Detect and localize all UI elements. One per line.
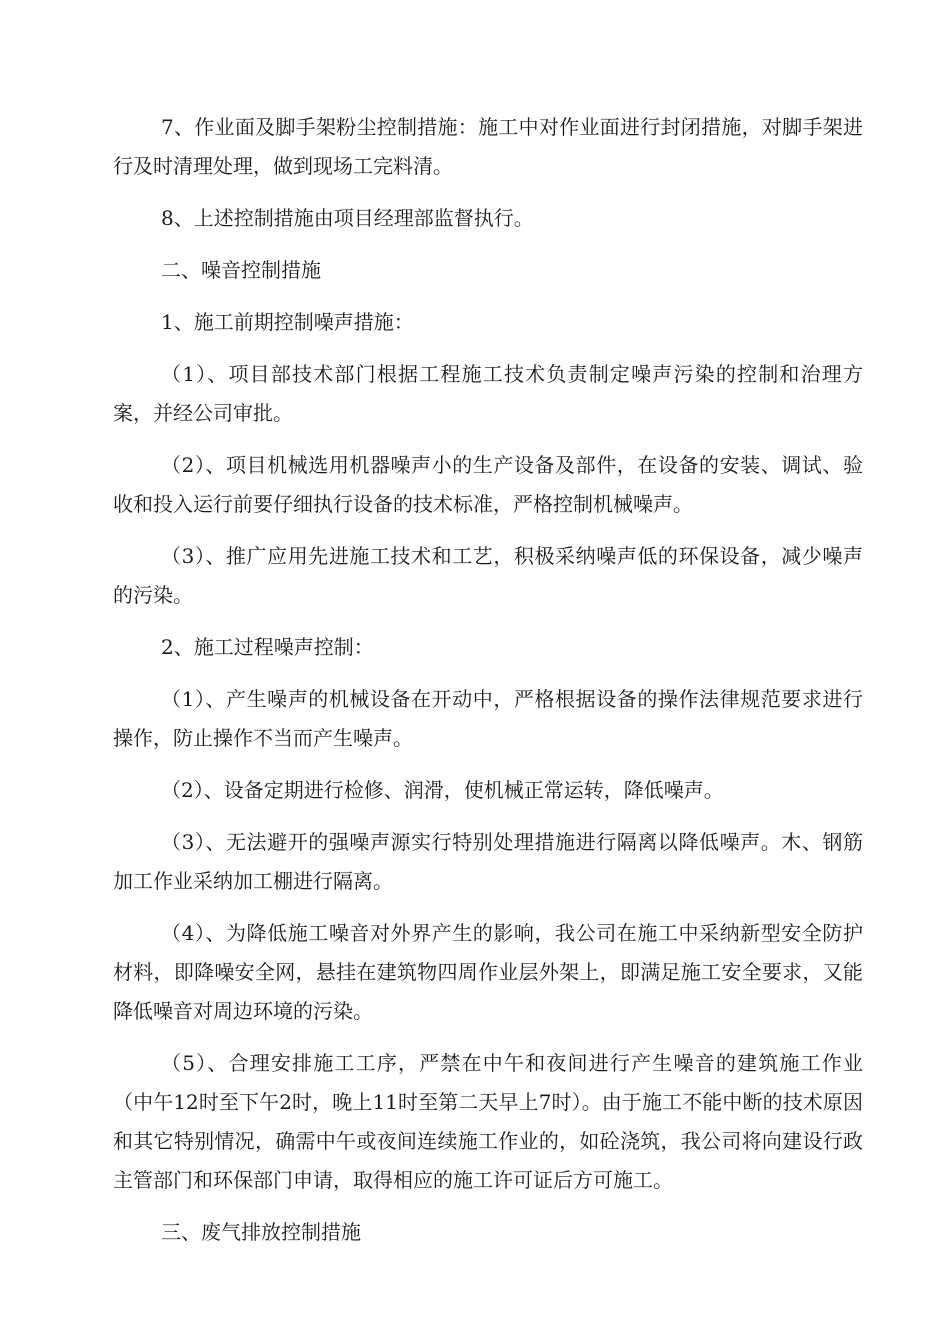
paragraph-process-item-1: （1）、产生噪声的机械设备在开动中，严格根据设备的操作法律规范要求进行操作，防止操作不当而产生噪声。 [113,687,863,750]
paragraph-early-item-1: （1）、项目部技术部门根据工程施工技术负责制定噪声污染的控制和治理方案，并经公司审批。 [113,362,863,425]
paragraph-early-item-2: （2）、项目机械选用机器噪声小的生产设备及部件，在设备的安装、调试、验收和投入运行前要仔细执行设备的技术标准，严格控制机械噪声。 [113,453,863,516]
paragraph-dust-control-workface: 7、作业面及脚手架粉尘控制措施：施工中对作业面进行封闭措施，对脚手架进行及时清理处理，做到现场工完料清。 [113,115,863,178]
subheading-process-noise-control: 2、施工过程噪声控制： [161,635,374,659]
subheading-early-noise-measures: 1、施工前期控制噪声措施： [161,310,414,334]
section-heading-noise-control: 二、噪音控制措施 [161,258,321,282]
paragraph-process-item-2: （2）、设备定期进行检修、润滑，使机械正常运转，降低噪声。 [161,778,724,802]
paragraph-supervision: 8、上述控制措施由项目经理部监督执行。 [161,206,534,230]
paragraph-process-item-4: （4）、为降低施工噪音对外界产生的影响，我公司在施工中采纳新型安全防护材料，即降噪安全网，悬挂在建筑物四周作业层外架上，即满足施工安全要求，又能降低噪音对周边环境的污染。 [113,921,863,1023]
paragraph-process-item-5: （5）、合理安排施工工序，严禁在中午和夜间进行产生噪音的建筑施工作业（中午12时至下午2时，晚上11时至第二天早上7时）。由于施工不能中断的技术原因和其它特别情况，确需中午或夜间连续施工作业的，如砼浇筑，我公司将向建设行政主管部门和环保部门申请，取得相应的施工许可证后方可施工。 [113,1051,863,1192]
section-heading-exhaust-control: 三、废气排放控制措施 [161,1220,361,1244]
paragraph-process-item-3: （3）、无法避开的强噪声源实行特别处理措施进行隔离以降低噪声。木、钢筋加工作业采纳加工棚进行隔离。 [113,830,863,893]
document-body [113,108,863,1265]
paragraph-early-item-3: （3）、推广应用先进施工技术和工艺，积极采纳噪声低的环保设备，减少噪声的污染。 [113,544,863,607]
